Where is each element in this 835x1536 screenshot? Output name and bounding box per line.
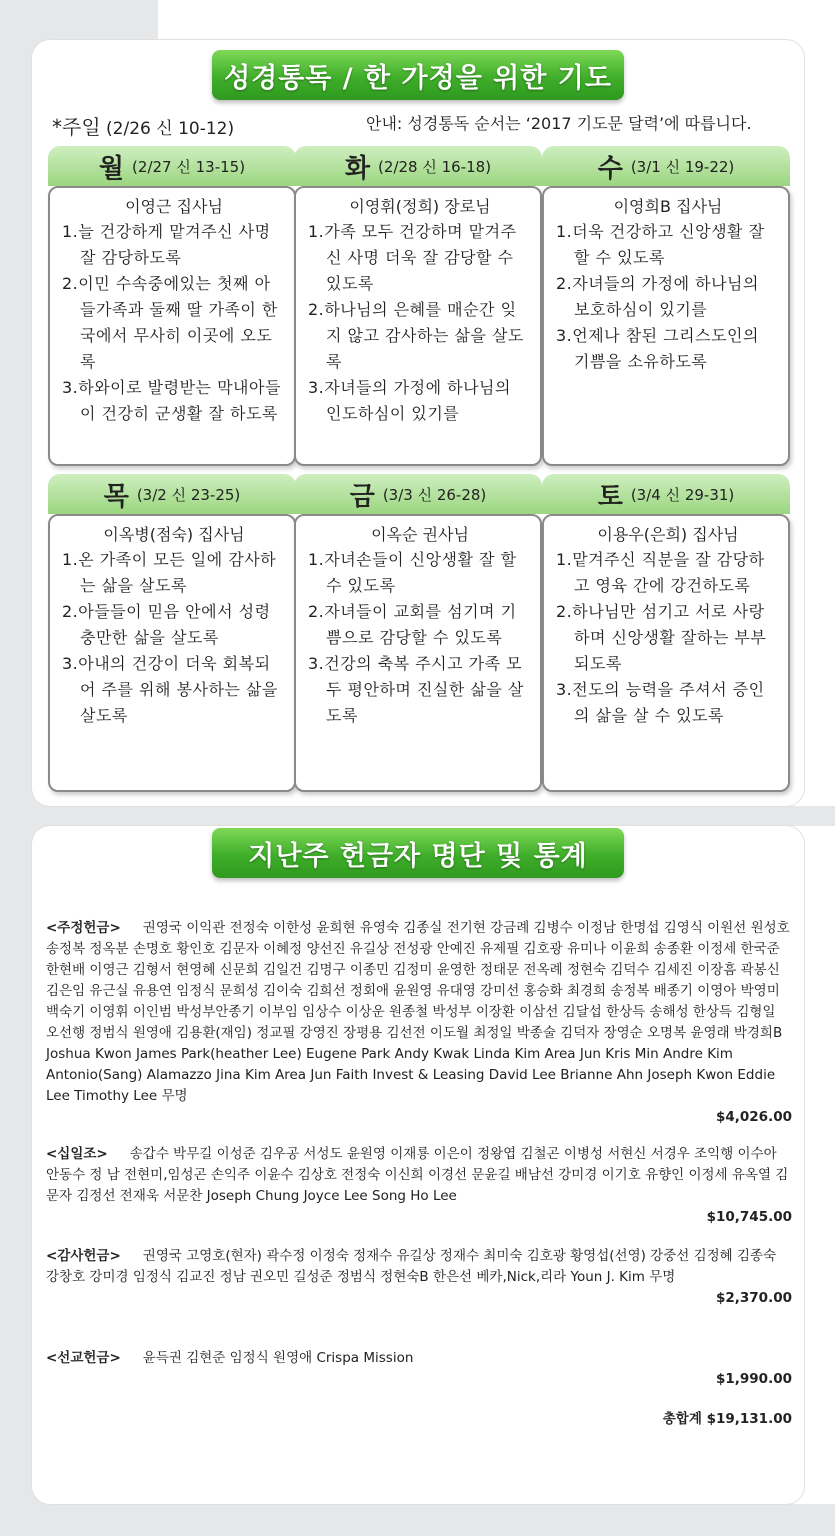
prayer-person: 이용우(은희) 집사님 xyxy=(597,525,739,544)
prayer-box xyxy=(542,186,790,466)
offering-category: <선교헌금> xyxy=(46,1350,121,1366)
day-name: 수 xyxy=(597,153,623,184)
prayer-person: 이영휘(정희) 장로님 xyxy=(349,197,491,216)
day-reading: (2/27 신 13-15) xyxy=(132,157,246,176)
prayer-item: 3.건강의 축복 주시고 가족 모두 평안하며 진실한 삶을 살도록 xyxy=(308,654,524,725)
offering-names xyxy=(46,918,792,1107)
gray-footer xyxy=(0,1504,835,1536)
offering-names xyxy=(46,1144,792,1207)
prayer-item: 2.아들들이 믿음 안에서 성령 충만한 삶을 살도록 xyxy=(62,602,271,647)
prayer-box xyxy=(294,186,542,466)
prayer-item: 1.자녀손들이 신앙생활 잘 할 수 있도록 xyxy=(308,550,517,595)
offering-names xyxy=(46,1246,792,1288)
section2-title: 지난주 헌금자 명단 및 통계 xyxy=(212,828,624,878)
prayer-item: 3.전도의 능력을 주셔서 증인의 삶을 살 수 있도록 xyxy=(556,680,765,725)
offering-amount: $1,990.00 xyxy=(715,1371,792,1387)
day-tab xyxy=(294,146,542,186)
prayer-box xyxy=(48,514,296,792)
prayer-item: 3.자녀들의 가정에 하나님의 인도하심이 있기를 xyxy=(308,378,511,423)
top-white xyxy=(158,0,835,40)
day-card-mon xyxy=(48,146,296,423)
offering-block-mission xyxy=(46,1348,792,1390)
sunday-label: *주일 xyxy=(52,115,101,139)
day-tab xyxy=(48,146,296,186)
day-name: 월 xyxy=(98,153,125,184)
day-reading: (3/2 신 23-25) xyxy=(136,485,241,504)
prayer-item: 3.언제나 참된 그리스도인의 기쁨을 소유하도록 xyxy=(556,326,759,371)
prayer-box xyxy=(542,514,790,792)
day-reading: (3/1 신 19-22) xyxy=(630,157,735,176)
day-card-sat xyxy=(542,474,790,725)
day-name: 토 xyxy=(597,481,623,512)
prayer-item: 3.하와이로 발령받는 막내아들이 건강히 군생활 잘 하도록 xyxy=(62,378,281,423)
day-tab xyxy=(294,474,542,514)
offering-names xyxy=(46,1348,792,1369)
prayer-item: 1.가족 모두 건강하며 맡겨주신 사명 더욱 잘 감당할 수 있도록 xyxy=(308,222,517,293)
day-reading: (3/4 신 29-31) xyxy=(630,485,735,504)
prayer-item: 2.이민 수속중에있는 첫째 아들가족과 둘째 딸 가족이 한국에서 무사히 이곳에 오도록 xyxy=(62,274,278,371)
offering-total: 총합계 $19,131.00 xyxy=(662,1411,792,1427)
prayer-item: 2.하나님의 은혜를 매순간 잊지 않고 감사하는 삶을 살도록 xyxy=(308,300,524,371)
offering-donors: 송갑수 박무길 이성준 김우공 서성도 윤원영 이재룡 이은이 정왕엽 김철곤 이병성 서현신 서경우 조익행 이수아 안동수 정 남 전현미,임성곤 손익주 이윤수 김상호 전정숙 이신희 이경선 문윤길 배남선 강미경 이기호 유향인 이정세 유옥열 김문자 김정선 전재욱 서문찬 Joseph Chung Joyce Lee Song Ho Lee xyxy=(46,1146,789,1204)
offering-donors: 윤득권 김현준 임정식 원영애 Crispa Mission xyxy=(142,1350,414,1366)
prayer-box xyxy=(294,514,542,792)
offering-amount: $10,745.00 xyxy=(706,1209,792,1225)
day-tab xyxy=(542,146,790,186)
offering-amount: $4,026.00 xyxy=(715,1109,792,1125)
sunday-verse: (2/26 신 10-12) xyxy=(106,119,235,139)
offering-category: <주정헌금> xyxy=(46,920,121,936)
offering-category: <감사헌금> xyxy=(46,1248,121,1264)
offering-block-thanks xyxy=(46,1246,792,1309)
sunday-reading xyxy=(52,111,234,140)
day-name: 금 xyxy=(349,481,375,512)
day-reading: (3/3 신 26-28) xyxy=(382,485,487,504)
day-card-thu xyxy=(48,474,296,725)
day-card-wed xyxy=(542,146,790,371)
offering-category: <십일조> xyxy=(46,1146,108,1162)
prayer-box xyxy=(48,186,296,466)
day-name: 화 xyxy=(344,153,371,184)
day-tab xyxy=(48,474,296,514)
day-reading: (2/28 신 16-18) xyxy=(378,157,492,176)
day-tab xyxy=(542,474,790,514)
prayer-person: 이영희B 집사님 xyxy=(613,197,723,216)
day-card-fri xyxy=(294,474,542,725)
offering-donors: 권영국 고영호(현자) 곽수정 이정숙 정재수 유길상 정재수 최미숙 김호광 황영섭(선영) 강중선 김정혜 김종숙 강창호 강미경 임정식 김교진 정남 권오민 길성준 정범식 정현숙B 한은선 베카,Nick,리라 Youn J. Kim 무명 xyxy=(46,1248,777,1285)
offering-block-weekly xyxy=(46,918,792,1128)
gray-divider xyxy=(0,806,835,826)
prayer-item: 1.더욱 건강하고 신앙생활 잘 할 수 있도록 xyxy=(556,222,765,267)
prayer-person: 이영근 집사님 xyxy=(125,197,223,216)
prayer-item: 2.자녀들이 교회를 섬기며 기쁨으로 감당할 수 있도록 xyxy=(308,602,517,647)
prayer-person: 이옥병(점숙) 집사님 xyxy=(103,525,245,544)
offering-amount: $2,370.00 xyxy=(715,1290,792,1306)
prayer-item: 1.늘 건강하게 맡겨주신 사명 잘 감당하도록 xyxy=(62,222,271,267)
prayer-item: 2.자녀들의 가정에 하나님의 보호하심이 있기를 xyxy=(556,274,759,319)
offering-block-tithe xyxy=(46,1144,792,1228)
prayer-item: 3.아내의 건강이 더욱 회복되어 주를 위해 봉사하는 삶을 살도록 xyxy=(62,654,278,725)
section1-title: 성경통독 / 한 가정을 위한 기도 xyxy=(212,50,624,100)
prayer-person: 이옥순 권사님 xyxy=(371,525,469,544)
offering-donors: 권영국 이익관 전정숙 이한성 윤희현 유영숙 김종실 전기현 강금례 김병수 이정남 한명섭 김영식 이원선 원성호 송정복 정옥분 손명호 황인호 김문자 이혜정 양선진 유길상 전성광 안예진 유제필 김호광 유미나 이윤희 송종환 이정세 한국준 한현배 이영근 김형서 현영혜 신문희 김일건 김명구 이종민 김정미 윤영한 정태문 전옥례 정현숙 김덕수 김세진 이장흠 곽봉신 김은임 유근실 유용연 임정식 문희성 김이숙 김희선 정회애 윤원영 유대영 강미선 홍승화 최경희 송정복 배종기 이영아 박영미 백숙기 이영휘 이인범 박성부안종기 이부임 임상수 이상운 원종철 박성부 이장환 이삼선 김달섭 한상득 송해성 한상득 김형일 오선행 정범식 원영애 김용환(재임) 정교필 강영진 장평용 김선전 이도월 최정일 박종술 김덕자 장영순 오명복 윤영래 박경희B Joshua Kwon James Park(heather Lee) Eugene Park Andy Kwak Linda Kim Area Jun Kris Min Andre Kim Antonio(Sang) Alamazzo Jina Kim Area Jun Faith Invest & Leasing David Lee Brianne Ahn Joseph Kwon Eddie Lee Timothy Lee 무명 xyxy=(46,920,790,1104)
prayer-item: 2.하나님만 섬기고 서로 사랑하며 신앙생활 잘하는 부부되도록 xyxy=(556,602,767,673)
prayer-item: 1.맡겨주신 직분을 잘 감당하고 영육 간에 강건하도록 xyxy=(556,550,765,595)
day-card-tue xyxy=(294,146,542,423)
prayer-item: 1.온 가족이 모든 일에 감사하는 삶을 살도록 xyxy=(62,550,277,595)
day-name: 목 xyxy=(103,481,129,512)
reading-notice: 안내: 성경통독 순서는 ‘2017 기도문 달력’에 따릅니다. xyxy=(366,114,752,133)
